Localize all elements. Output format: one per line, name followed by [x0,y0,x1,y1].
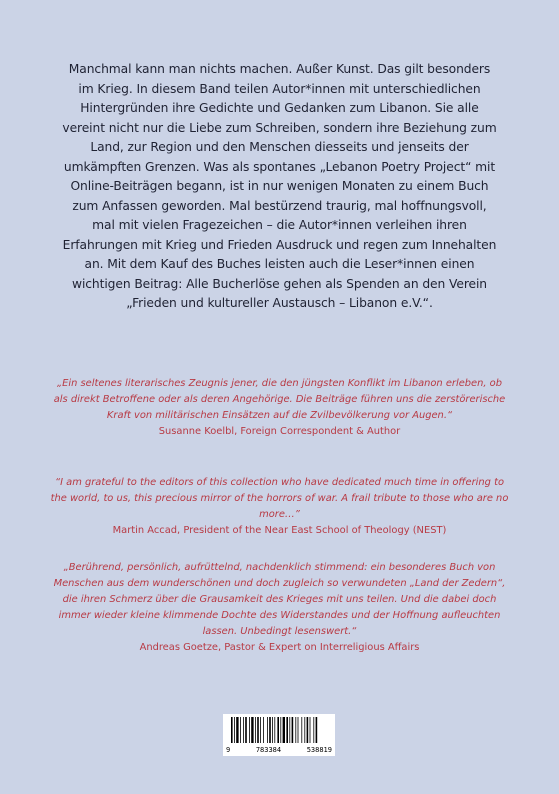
quote-text: „Berührend, persönlich, aufrüttelnd, nachdenklich stimmend: ein besonderes Buch von Menschen aus dem wunderschönen und doch zugleich so verwundeten „Land der Zedern“, die ihren Schmerz über die Grausamkeit des Krieges mit uns teilen. Und die dabei doch immer wieder kleine klimmende Dochte des Widerstandes und der Hoffnung aufleuchten lassen. Unbedingt lesenswert.“ [53,562,506,637]
back-cover-blurb: Manchmal kann man nichts machen. Außer Kunst. Das gilt besonders im Krieg. In diesem Band teilen Autor*innen mit unterschiedlichen Hintergründen ihre Gedichte und Gedanken zum Libanon. Sie alle vereint nicht nur die Liebe zum Schreiben, sondern ihre Beziehung zum Land, zur Region und den Menschen diesseits und jenseits der umkämpften Grenzen. Was als spontanes „Lebanon Poetry Project“ mit Online-Beiträgen begann, ist in nur wenigen Monaten zu einem Buch zum Anfassen geworden. Mal bestürzend traurig, mal hoffnungsvoll, mal mit vielen Fragezeichen – die Autor*innen verleihen ihren Erfahrungen mit Krieg und Frieden Ausdruck und regen zum Innehalten an. Mit dem Kauf des Buches leisten auch die Leser*innen einen wichtigen Beitrag: Alle Bucherlöse gehen als Spenden an den Verein „Frieden und kultureller Austausch – Libanon e.V.“. [62,62,497,310]
barcode-digit-group-3: 538819 [306,746,332,754]
barcode-bars-icon [223,714,335,746]
isbn-barcode [223,714,335,756]
barcode-digits [223,746,335,754]
barcode-digit-group-2: 783384 [255,746,282,754]
quote-accad [50,475,509,539]
quote-text: „Ein seltenes literarisches Zeugnis jener, die den jüngsten Konflikt im Libanon erleben, ob als direkt Betroffene oder als deren Angehörige. Die Beiträge führen uns die zerstörerische Kraft von militärischen Einsätzen auf die Zvilbevölkerung vor Augen.“ [53,378,506,421]
quote-author: Susanne Koelbl, Foreign Correspondent & Author [158,426,401,437]
quote-text: “I am grateful to the editors of this collection who have dedicated much time in offering to the world, to us, this precious mirror of the horrors of war. A frail tribute to those who are no more…” [50,477,509,520]
barcode-digit-group-1: 9 [226,746,231,754]
quote-author: Andreas Goetze, Pastor & Expert on Interreligious Affairs [139,642,420,653]
quote-author: Martin Accad, President of the Near East School of Theology (NEST) [112,525,447,536]
quote-koelbl [50,376,509,440]
quote-goetze [50,560,509,656]
